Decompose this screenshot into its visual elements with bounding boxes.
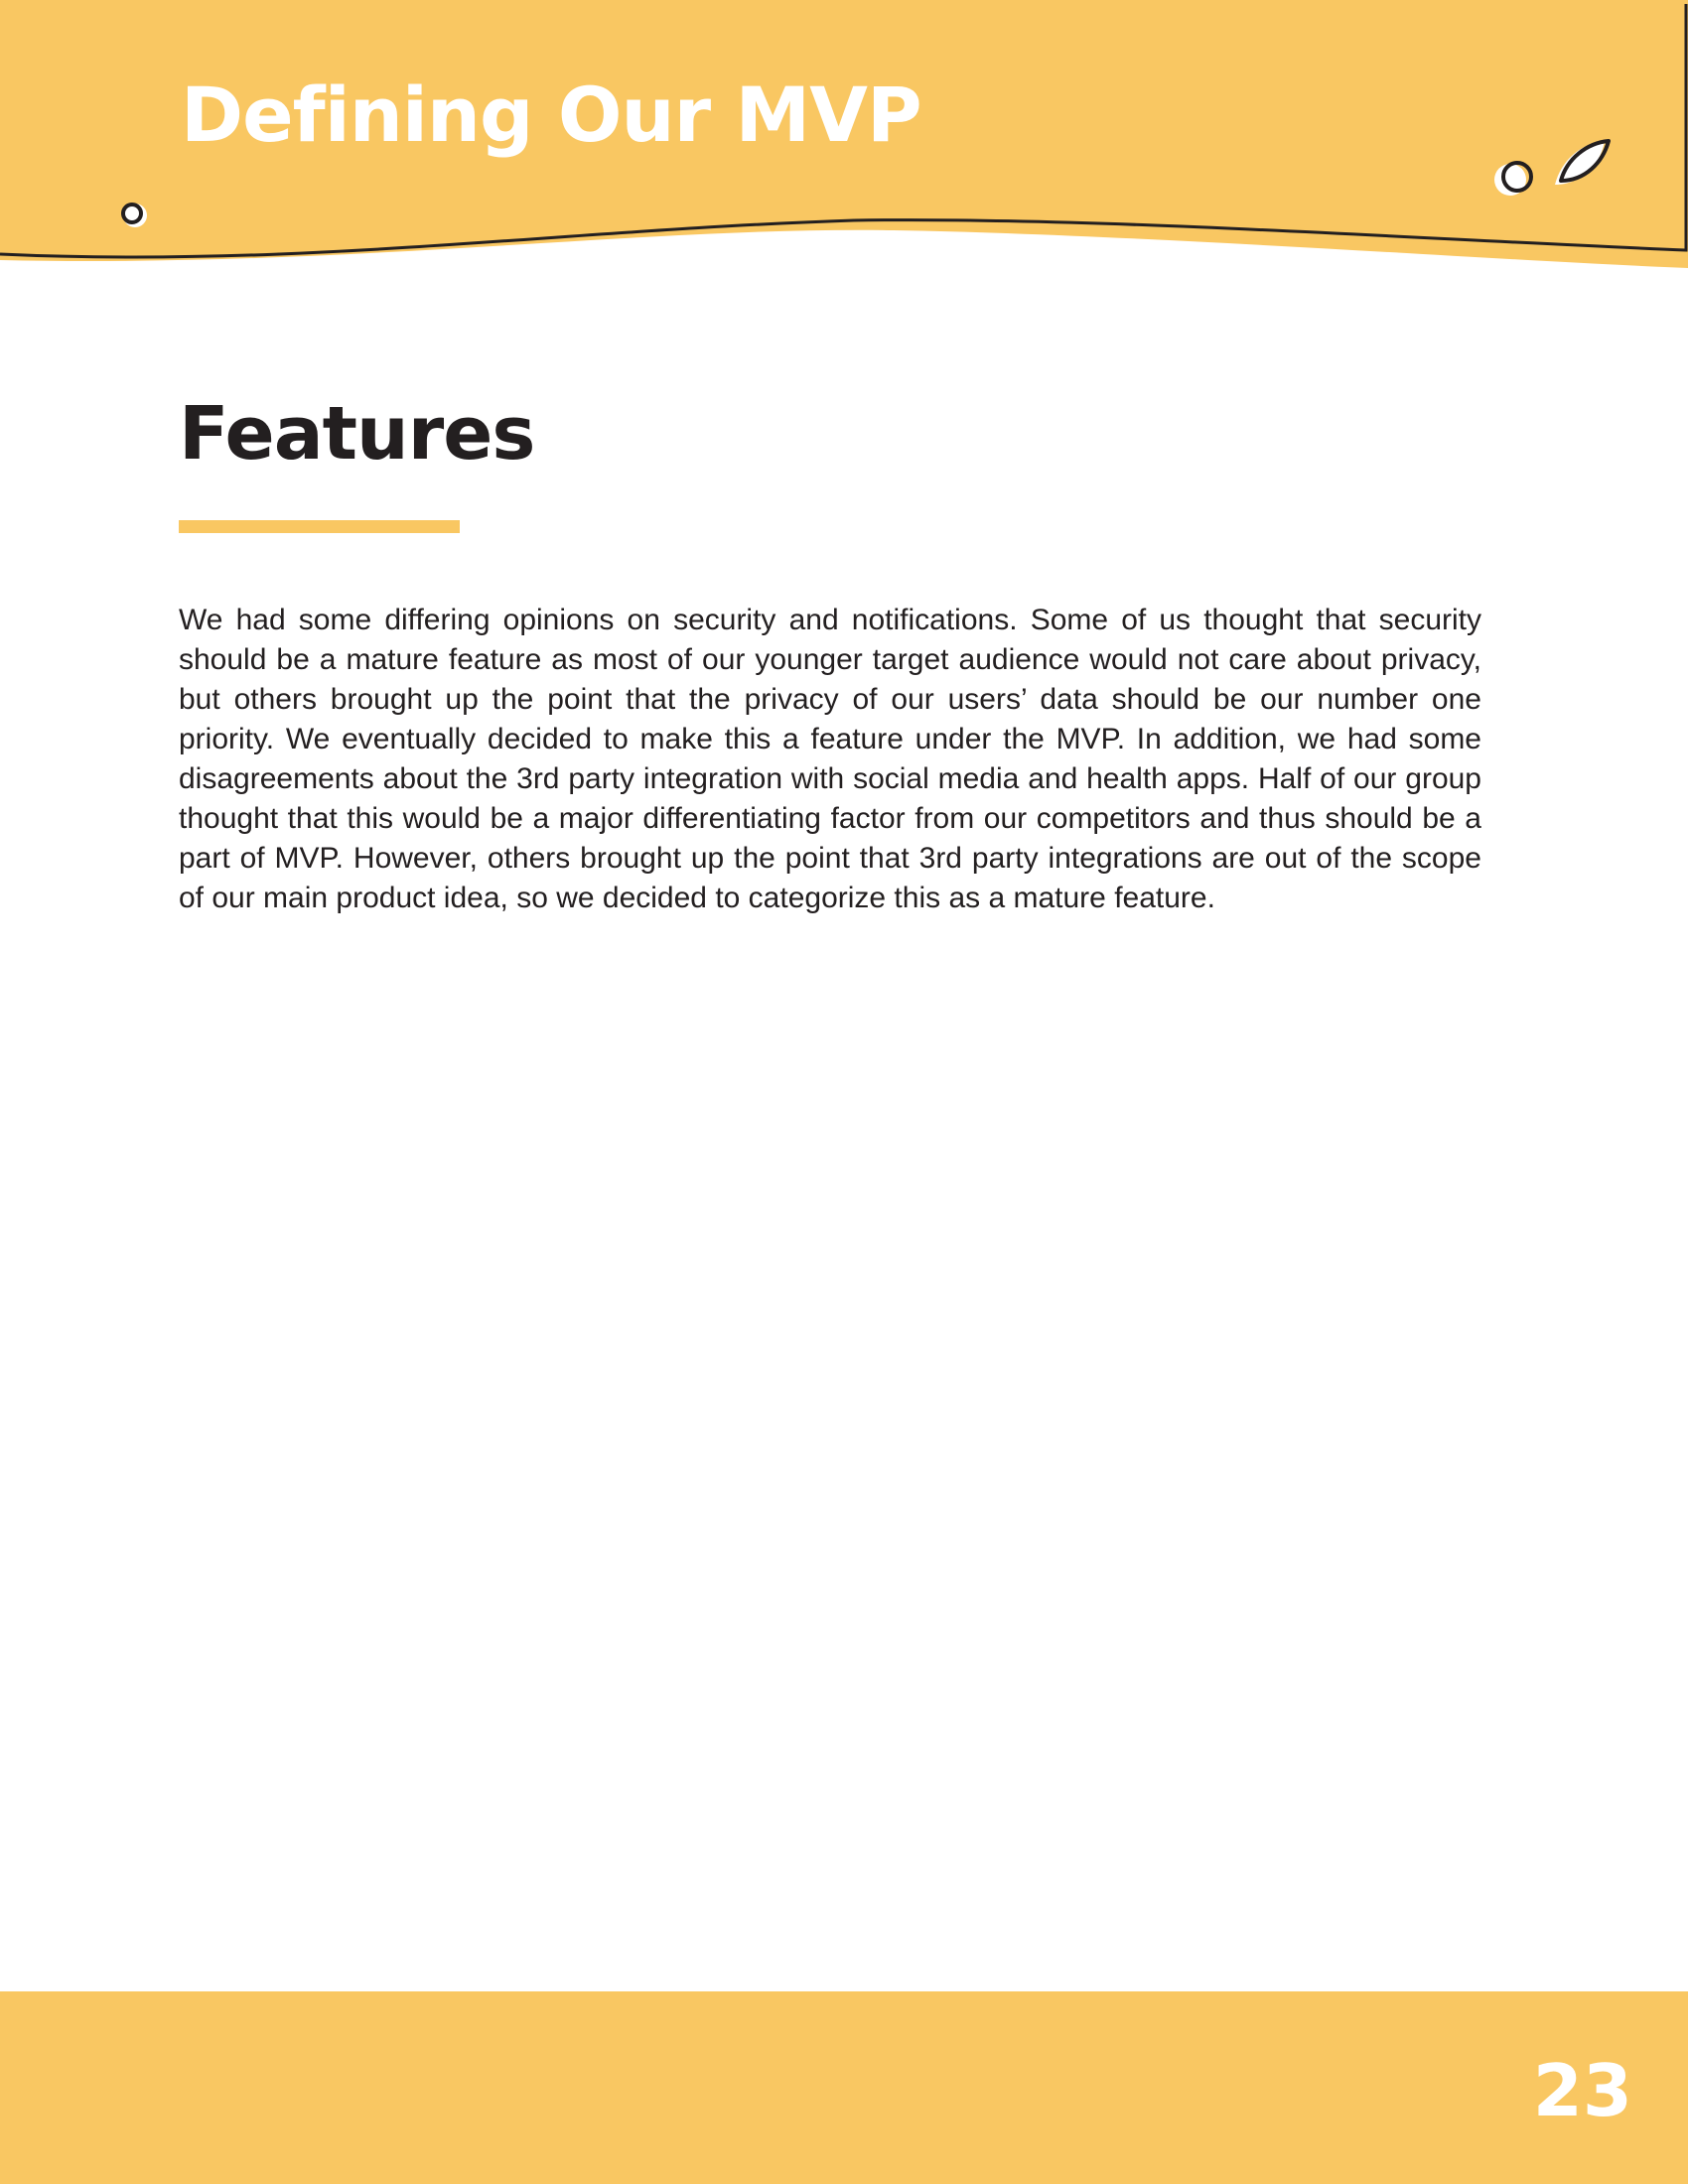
section-title: Features: [179, 391, 535, 477]
section-underline: [179, 520, 460, 533]
page-number: 23: [1532, 2049, 1632, 2132]
small-circle-icon: [123, 204, 147, 227]
body-paragraph: We had some differing opinions on security and notifications. Some of us thought that security should be a mature feature as most of our younger target audience would not care about privacy, but others brought up the point that the privacy of our users’ data should be our number one priority. We eventually decided to make this a feature under the MVP. In addition, we had some disagreements about the 3rd party integration with social media and health apps. Half of our group thought that this would be a major differentiating factor from our competitors and thus should be a part of MVP. However, others brought up the point that 3rd party integrations are out of the scope of our main product idea, so we decided to categorize this as a mature feature.: [179, 604, 1481, 914]
footer-bar: [0, 1991, 1688, 2184]
page-header-title: Defining Our MVP: [181, 70, 921, 159]
